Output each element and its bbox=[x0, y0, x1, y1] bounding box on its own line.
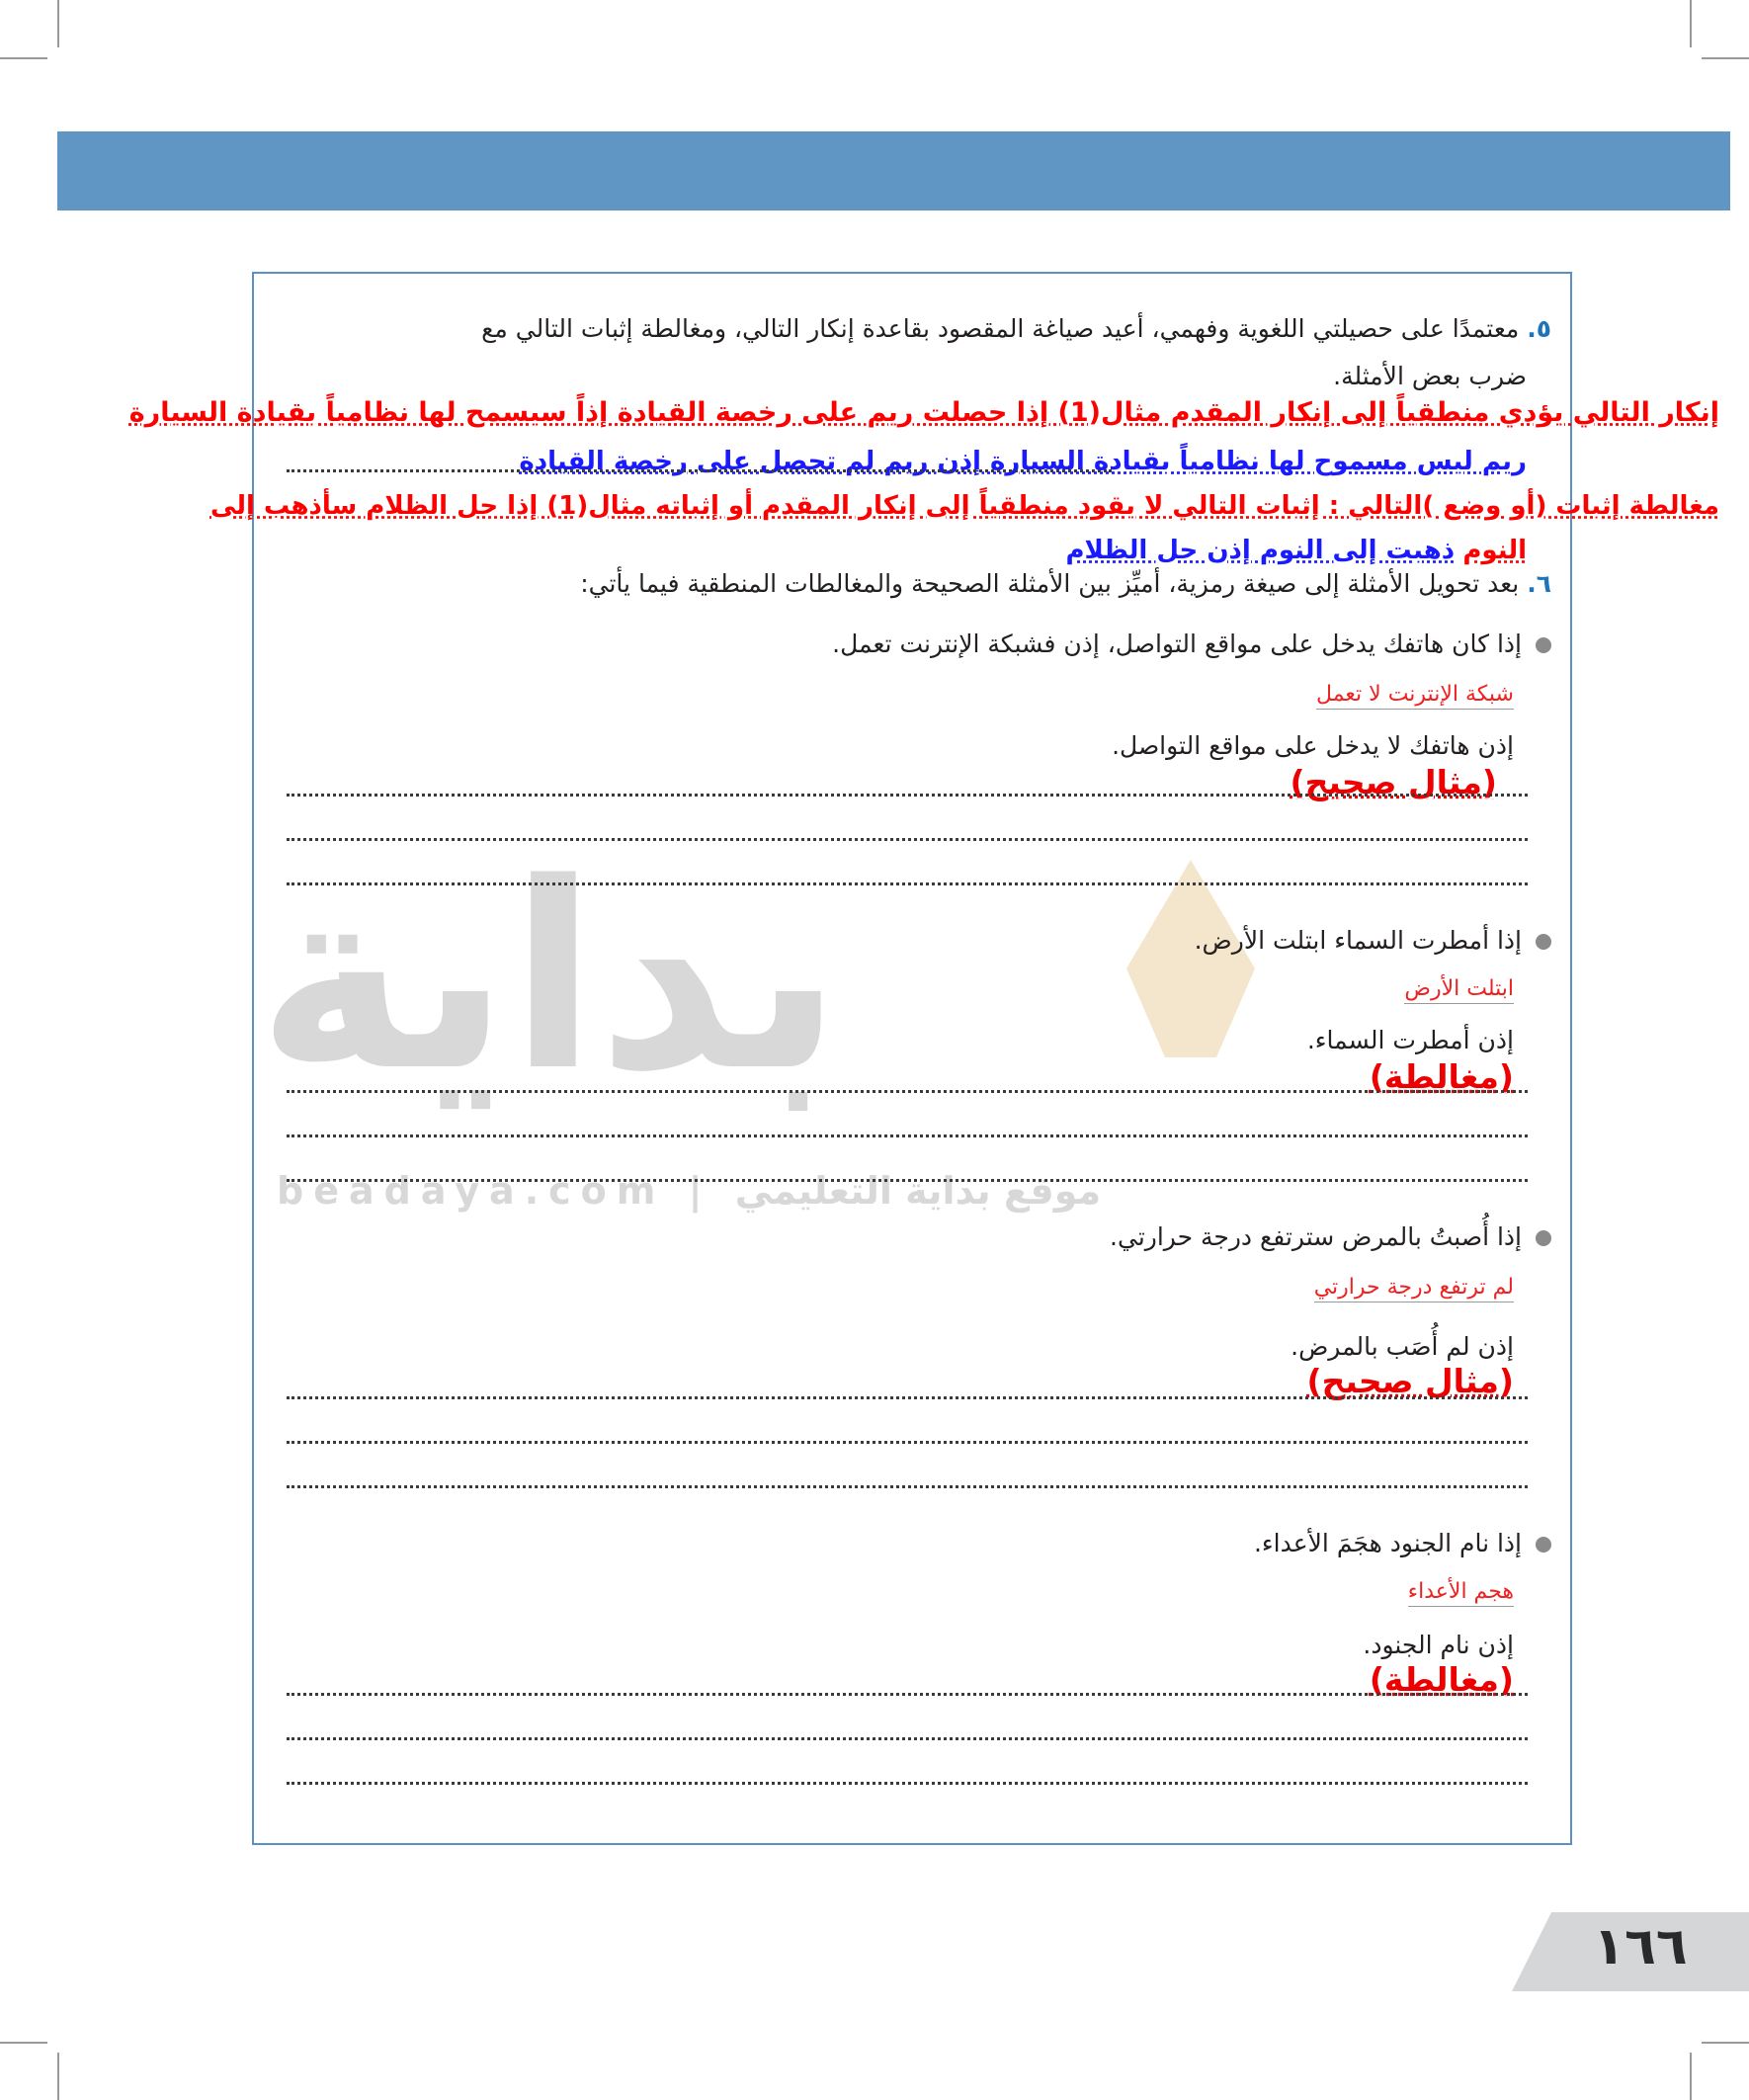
crop-mark bbox=[57, 2053, 59, 2100]
dotted-line bbox=[287, 1485, 1528, 1488]
q5-answer-red: النوم bbox=[1462, 536, 1527, 565]
dotted-line bbox=[287, 1693, 1528, 1696]
q6-item3-conclusion: إذن لم أُصَب بالمرض. bbox=[1291, 1332, 1514, 1361]
bullet-icon bbox=[1536, 1230, 1551, 1246]
q6-item1-answer: شبكة الإنترنت لا تعمل bbox=[1316, 682, 1514, 710]
q6-item1-conclusion: إذن هاتفك لا يدخل على مواقع التواصل. bbox=[1112, 731, 1514, 760]
bullet-icon bbox=[1536, 1537, 1551, 1553]
dotted-line bbox=[287, 838, 1528, 841]
premise-text: إذا أُصبتُ بالمرض سترتفع درجة حرارتي. bbox=[1110, 1222, 1522, 1251]
q6-item3-answer: لم ترتفع درجة حرارتي bbox=[1314, 1275, 1514, 1302]
q6-number: ٦. bbox=[1527, 569, 1551, 598]
q5-answer-line3: مغالطة إثبات (أو وضع )التالي : إثبات التالي لا يقود منطقياً إلى إنكار المقدم أو إثباته مثال(1) إذا حل الظلام سأذهب إلى bbox=[209, 491, 1719, 521]
dotted-line bbox=[287, 1090, 1528, 1093]
q5-text: معتمدًا على حصيلتي اللغوية وفهمي، أعيد صياغة المقصود بقاعدة إنكار التالي، ومغالطة إثبات التالي مع bbox=[481, 314, 1520, 343]
q5-line1 bbox=[481, 314, 1551, 343]
q6-item2-premise bbox=[1195, 926, 1551, 955]
crop-mark bbox=[1690, 0, 1692, 47]
q6-item1-premise bbox=[832, 630, 1551, 658]
premise-text: إذا نام الجنود هجَمَ الأعداء. bbox=[1253, 1529, 1522, 1557]
dotted-line bbox=[287, 1396, 1528, 1399]
dotted-line bbox=[287, 1179, 1528, 1182]
crop-mark bbox=[57, 0, 59, 47]
q6-item4-answer: هجم الأعداء bbox=[1408, 1579, 1514, 1607]
q6-item4-premise bbox=[1254, 1529, 1551, 1557]
crop-mark bbox=[0, 57, 47, 59]
crop-mark bbox=[1690, 2053, 1692, 2100]
q5-answer-blue: ذهبت إلى النوم إذن حل الظلام bbox=[1065, 536, 1456, 565]
q6-item3-premise bbox=[1110, 1222, 1551, 1251]
dotted-line bbox=[287, 1782, 1528, 1785]
watermark-logo: بداية bbox=[257, 829, 843, 1128]
q6-item2-answer: ابتلت الأرض bbox=[1404, 976, 1514, 1004]
q6-item4-verdict: (مغالطة) bbox=[1369, 1660, 1514, 1699]
q5-dotted-line bbox=[287, 469, 1112, 472]
q5-answer-line2: ريم ليس مسموح لها نظامياً بقيادة السيارة إذن ريم لم تحصل على رخصة القيادة bbox=[519, 447, 1527, 476]
q6-item1-verdict: (مثال صحيح) bbox=[1290, 763, 1497, 801]
q6-item2-conclusion: إذن أمطرت السماء. bbox=[1306, 1026, 1514, 1054]
premise-text: إذا أمطرت السماء ابتلت الأرض. bbox=[1194, 926, 1522, 955]
bullet-icon bbox=[1536, 934, 1551, 950]
watermark-divider: | bbox=[688, 1169, 735, 1213]
q6-item2-verdict: (مغالطة) bbox=[1369, 1057, 1514, 1096]
premise-text: إذا كان هاتفك يدخل على مواقع التواصل، إذن فشبكة الإنترنت تعمل. bbox=[832, 630, 1522, 658]
q6-intro bbox=[580, 569, 1551, 598]
dotted-line bbox=[287, 1737, 1528, 1740]
q6-intro-text: بعد تحويل الأمثلة إلى صيغة رمزية، أميِّز بين الأمثلة الصحيحة والمغالطات المنطقية فيما يأتي: bbox=[580, 569, 1520, 598]
q5-answer-line1: إنكار التالي يؤدي منطقياً إلى إنكار المقدم مثال(1) إذا حصلت ريم على رخصة القيادة إذاً سيسمح لها نظامياً بقيادة السيارة bbox=[128, 397, 1719, 428]
page-number: ١٦٦ bbox=[1593, 1917, 1688, 1976]
q5-number: ٥. bbox=[1527, 314, 1551, 343]
crop-mark bbox=[1702, 2042, 1749, 2044]
dotted-line bbox=[287, 1134, 1528, 1137]
dotted-line bbox=[287, 794, 1528, 797]
q5-answer-line4 bbox=[1065, 536, 1527, 565]
bullet-icon bbox=[1536, 637, 1551, 653]
q5-line2: ضرب بعض الأمثلة. bbox=[1333, 362, 1527, 390]
crop-mark bbox=[1702, 57, 1749, 59]
crop-mark bbox=[0, 2042, 47, 2044]
watermark-url: beadaya.com bbox=[277, 1169, 666, 1213]
header-banner bbox=[57, 131, 1730, 210]
watermark-tagline: موقع بداية التعليمي bbox=[734, 1169, 1102, 1213]
q6-item3-verdict: (مثال صحيح) bbox=[1306, 1362, 1514, 1400]
q6-item4-conclusion: إذن نام الجنود. bbox=[1363, 1631, 1514, 1659]
dotted-line bbox=[287, 882, 1528, 885]
dotted-line bbox=[287, 1441, 1528, 1444]
